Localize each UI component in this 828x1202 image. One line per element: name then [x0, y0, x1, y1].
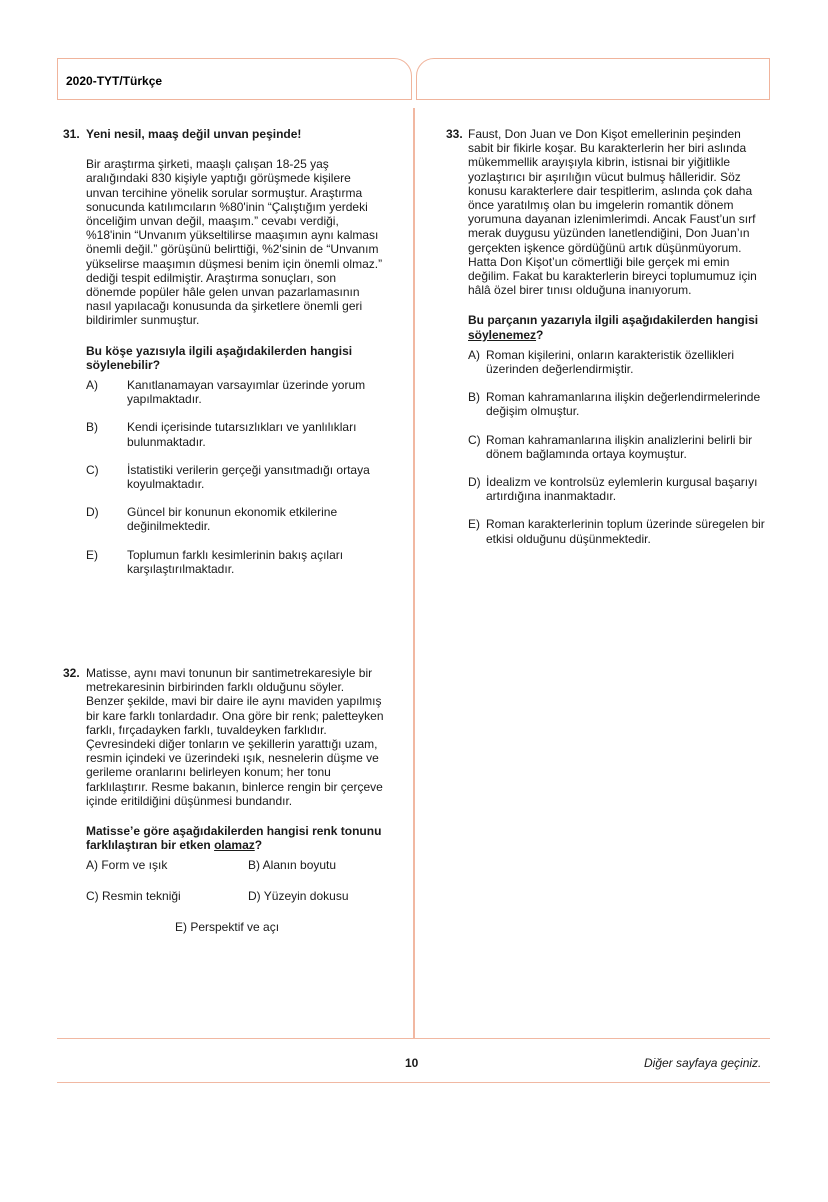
stem-line: Bu köşe yazısıyla ilgili aşağıdakilerden hangisi	[86, 343, 353, 358]
stem-text: farklılaştıran bir etken	[86, 838, 215, 853]
option-text: Güncel bir konunun ekonomik etkilerine	[127, 505, 338, 520]
passage-line: değilim. Fakat bu karakterlerin bireyci toplumumuz için	[468, 269, 757, 284]
option-text: koyulmaktadır.	[127, 477, 205, 492]
stem-line: Bu parçanın yazarıyla ilgili aşağıdakilerden hangisi	[468, 313, 759, 328]
passage-line: resmin içindeki ve üzerindeki ışık, nesnelerin düşme ve	[86, 751, 379, 766]
stem-line	[86, 838, 398, 852]
passage-line: merak duygusu yüzünden lanetlendiğini, Don Juan’ın	[468, 226, 750, 241]
option-d[interactable]	[468, 475, 786, 503]
option-letter: A)	[86, 378, 98, 393]
header-right-box	[416, 58, 770, 100]
question-stem	[86, 344, 383, 372]
passage-line: dönemde popüler hâle gelen unvan pazarlamasının	[86, 285, 360, 300]
passage-line: önceliğim unvan değil, maaşım.” cevabı verdiği,	[86, 214, 339, 229]
option-text: artırdığına inanmaktadır.	[486, 489, 617, 504]
passage-line: içinde eritildiğini düşünmesi bundandır.	[86, 793, 293, 808]
footer-bottom-rule	[57, 1082, 770, 1083]
option-b[interactable]	[86, 420, 383, 448]
question-33	[446, 127, 786, 546]
option-a[interactable]	[468, 348, 786, 376]
option-text: etkisi olduğunu düşünmektedir.	[486, 531, 651, 546]
passage-line: farklılaştırır. Resme bakanın, binlerce rengin bir çerçeve	[86, 779, 383, 794]
option-text: değişim olmuştur.	[486, 404, 580, 419]
passage-line: metrekaresinin birbirinden farklı olduğunu söyler.	[86, 680, 345, 695]
question-number: 33.	[446, 127, 463, 141]
option-text: bulunmaktadır.	[127, 434, 206, 449]
option-letter: B)	[468, 390, 480, 405]
stem-emphasis: söylenemez	[468, 327, 537, 342]
question-32	[63, 666, 398, 852]
stem-emphasis: olamaz	[214, 838, 255, 853]
passage-line: mükemmellik arayışıyla kibrin, istisnai bir yiğitlikle	[468, 155, 731, 170]
passage-line: gerçekten işkence gördüğünü artık düşünmüyorum.	[468, 240, 742, 255]
passage-line: Hatta Don Kişot’un cömertliği bile gerçek mi emin	[468, 254, 730, 269]
passage-line: aralığındaki 830 kişiyle yaptığı görüşmede kişilere	[86, 171, 351, 186]
passage-line: bir kare farklı tonlardadır. Ona göre bir renk; paletteyken	[86, 708, 384, 723]
option-a[interactable]	[86, 378, 383, 406]
passage-line: yorumuna dayanan izlenimlerimdi. Ancak Faust’un sırf	[468, 212, 756, 227]
passage-line: önemli değil.” görüşünü belirttiği, %2'sinin de “Unvanım	[86, 242, 379, 257]
option-e[interactable]	[468, 517, 786, 545]
question-31	[63, 127, 383, 576]
question-number: 31.	[63, 127, 80, 141]
option-c[interactable]: C) Resmin tekniği	[86, 889, 181, 903]
stem-line	[468, 328, 786, 342]
question-passage	[86, 157, 383, 327]
stem-text: ?	[536, 327, 544, 342]
question-stem	[468, 313, 786, 341]
question-passage	[86, 666, 398, 808]
passage-line: önce yaratılmış olan bu imgelerin romantik dönem	[468, 198, 734, 213]
option-letter: D)	[468, 475, 481, 490]
passage-line: hâlâ özel birer tınısı olduğuna inanıyorum.	[468, 283, 692, 298]
option-text: karşılaştırılmaktadır.	[127, 561, 235, 576]
option-text: Roman kahramanlarına ilişkin değerlendirmelerinde	[486, 390, 761, 405]
stem-line: söylenebilir?	[86, 357, 161, 372]
passage-line: bildirimler sunmuştur.	[86, 313, 200, 328]
question-passage	[468, 127, 786, 297]
passage-line: nasıl yapılacağı konusunda da şirketlere önemli geri	[86, 299, 363, 314]
option-c[interactable]	[468, 433, 786, 461]
option-letter: E)	[468, 517, 480, 532]
passage-line: Matisse, aynı mavi tonunun bir santimetrekaresiyle bir	[86, 666, 373, 680]
passage-line: Faust, Don Juan ve Don Kişot emellerinin peşinden	[468, 127, 741, 141]
stem-text: ?	[254, 838, 263, 853]
option-d[interactable]	[86, 505, 383, 533]
option-text: üzerinden değerlendirmiştir.	[486, 362, 634, 377]
option-text: Roman karakterlerinin toplum üzerinde süregelen bir	[486, 517, 765, 532]
option-b[interactable]: B) Alanın boyutu	[248, 858, 337, 872]
passage-line: farklı, fırçadayken farklı, tuvaldeyken farklıdır.	[86, 722, 327, 737]
passage-line: yükselirse maaşımın düşmesi benim için önemli olmaz.”	[86, 256, 383, 271]
passage-line: Çevresindeki diğer tonların ve şekillerin yarattığı uzam,	[86, 737, 378, 752]
next-page-note: Diğer sayfaya geçiniz.	[644, 1056, 762, 1070]
question-stem	[86, 824, 398, 852]
option-letter: B)	[86, 420, 98, 435]
option-letter: C)	[468, 432, 481, 447]
option-letter: E)	[86, 547, 98, 562]
option-letter: A)	[468, 347, 480, 362]
option-text: yapılmaktadır.	[127, 392, 202, 407]
passage-line: unvan tercihine yönelik sorular sormuştur. Araştırma	[86, 185, 363, 200]
passage-line: dediği tespit edilmiştir. Araştırma sonuçları, son	[86, 270, 337, 285]
passage-line: Bir araştırma şirketi, maaşlı çalışan 18-25 yaş	[86, 157, 329, 172]
header-left-box	[57, 58, 412, 100]
option-text: İstatistiki verilerin gerçeği yansıtmadığı ortaya	[127, 462, 370, 477]
question-heading: Yeni nesil, maaş değil unvan peşinde!	[86, 127, 302, 141]
passage-line: sabit bir fikirle koşar. Bu karakterlerin her biri aslında	[468, 141, 747, 156]
option-text: Toplumun farklı kesimlerinin bakış açıları	[127, 547, 344, 562]
option-e[interactable]: E) Perspektif ve açı	[175, 920, 280, 934]
passage-line: %18'inin “Unvanım yükseltilirse maaşımın aynı kalması	[86, 228, 379, 243]
option-text: Kanıtlanamayan varsayımlar üzerinde yorum	[127, 378, 366, 393]
passage-line: yozlaştırıcı bir aşırılığın vücut bulmuş hâlleridir. Söz	[468, 169, 741, 184]
option-d[interactable]: D) Yüzeyin dokusu	[248, 889, 349, 903]
passage-line: sonucunda katılımcıların %80'inin “Çalıştığım yerdeki	[86, 199, 368, 214]
footer-top-rule	[57, 1038, 770, 1039]
question-number: 32.	[63, 666, 80, 680]
option-e[interactable]	[86, 548, 383, 576]
option-text: Roman kişilerini, onların karakteristik özellikleri	[486, 347, 735, 362]
passage-line: gerileme oranlarını belirleyen konum; her tonu	[86, 765, 331, 780]
option-letter: C)	[86, 462, 99, 477]
option-text: Roman kahramanlarına ilişkin analizlerini belirli bir	[486, 432, 753, 447]
page-number: 10	[405, 1056, 419, 1070]
stem-line: Matisse’e göre aşağıdakilerden hangisi renk tonunu	[86, 824, 382, 839]
option-text: değinilmektedir.	[127, 519, 211, 534]
passage-line: Benzer şekilde, mavi bir daire ile aynı maviden yapılmış	[86, 694, 382, 709]
option-text: dönem bağlamında ortaya koymuştur.	[486, 446, 687, 461]
option-text: İdealizm ve kontrolsüz eylemlerin kurgusal başarıyı	[486, 475, 758, 490]
page-title: 2020-TYT/Türkçe	[66, 74, 163, 88]
option-c[interactable]	[86, 463, 383, 491]
option-a[interactable]: A) Form ve ışık	[86, 858, 168, 872]
passage-line: konusu karakterlere dair tespitlerim, aslında çok daha	[468, 183, 753, 198]
option-b[interactable]	[468, 390, 786, 418]
option-letter: D)	[86, 505, 99, 520]
option-text: Kendi içerisinde tutarsızlıkları ve yanlılıkları	[127, 420, 357, 435]
column-divider	[413, 108, 415, 1038]
